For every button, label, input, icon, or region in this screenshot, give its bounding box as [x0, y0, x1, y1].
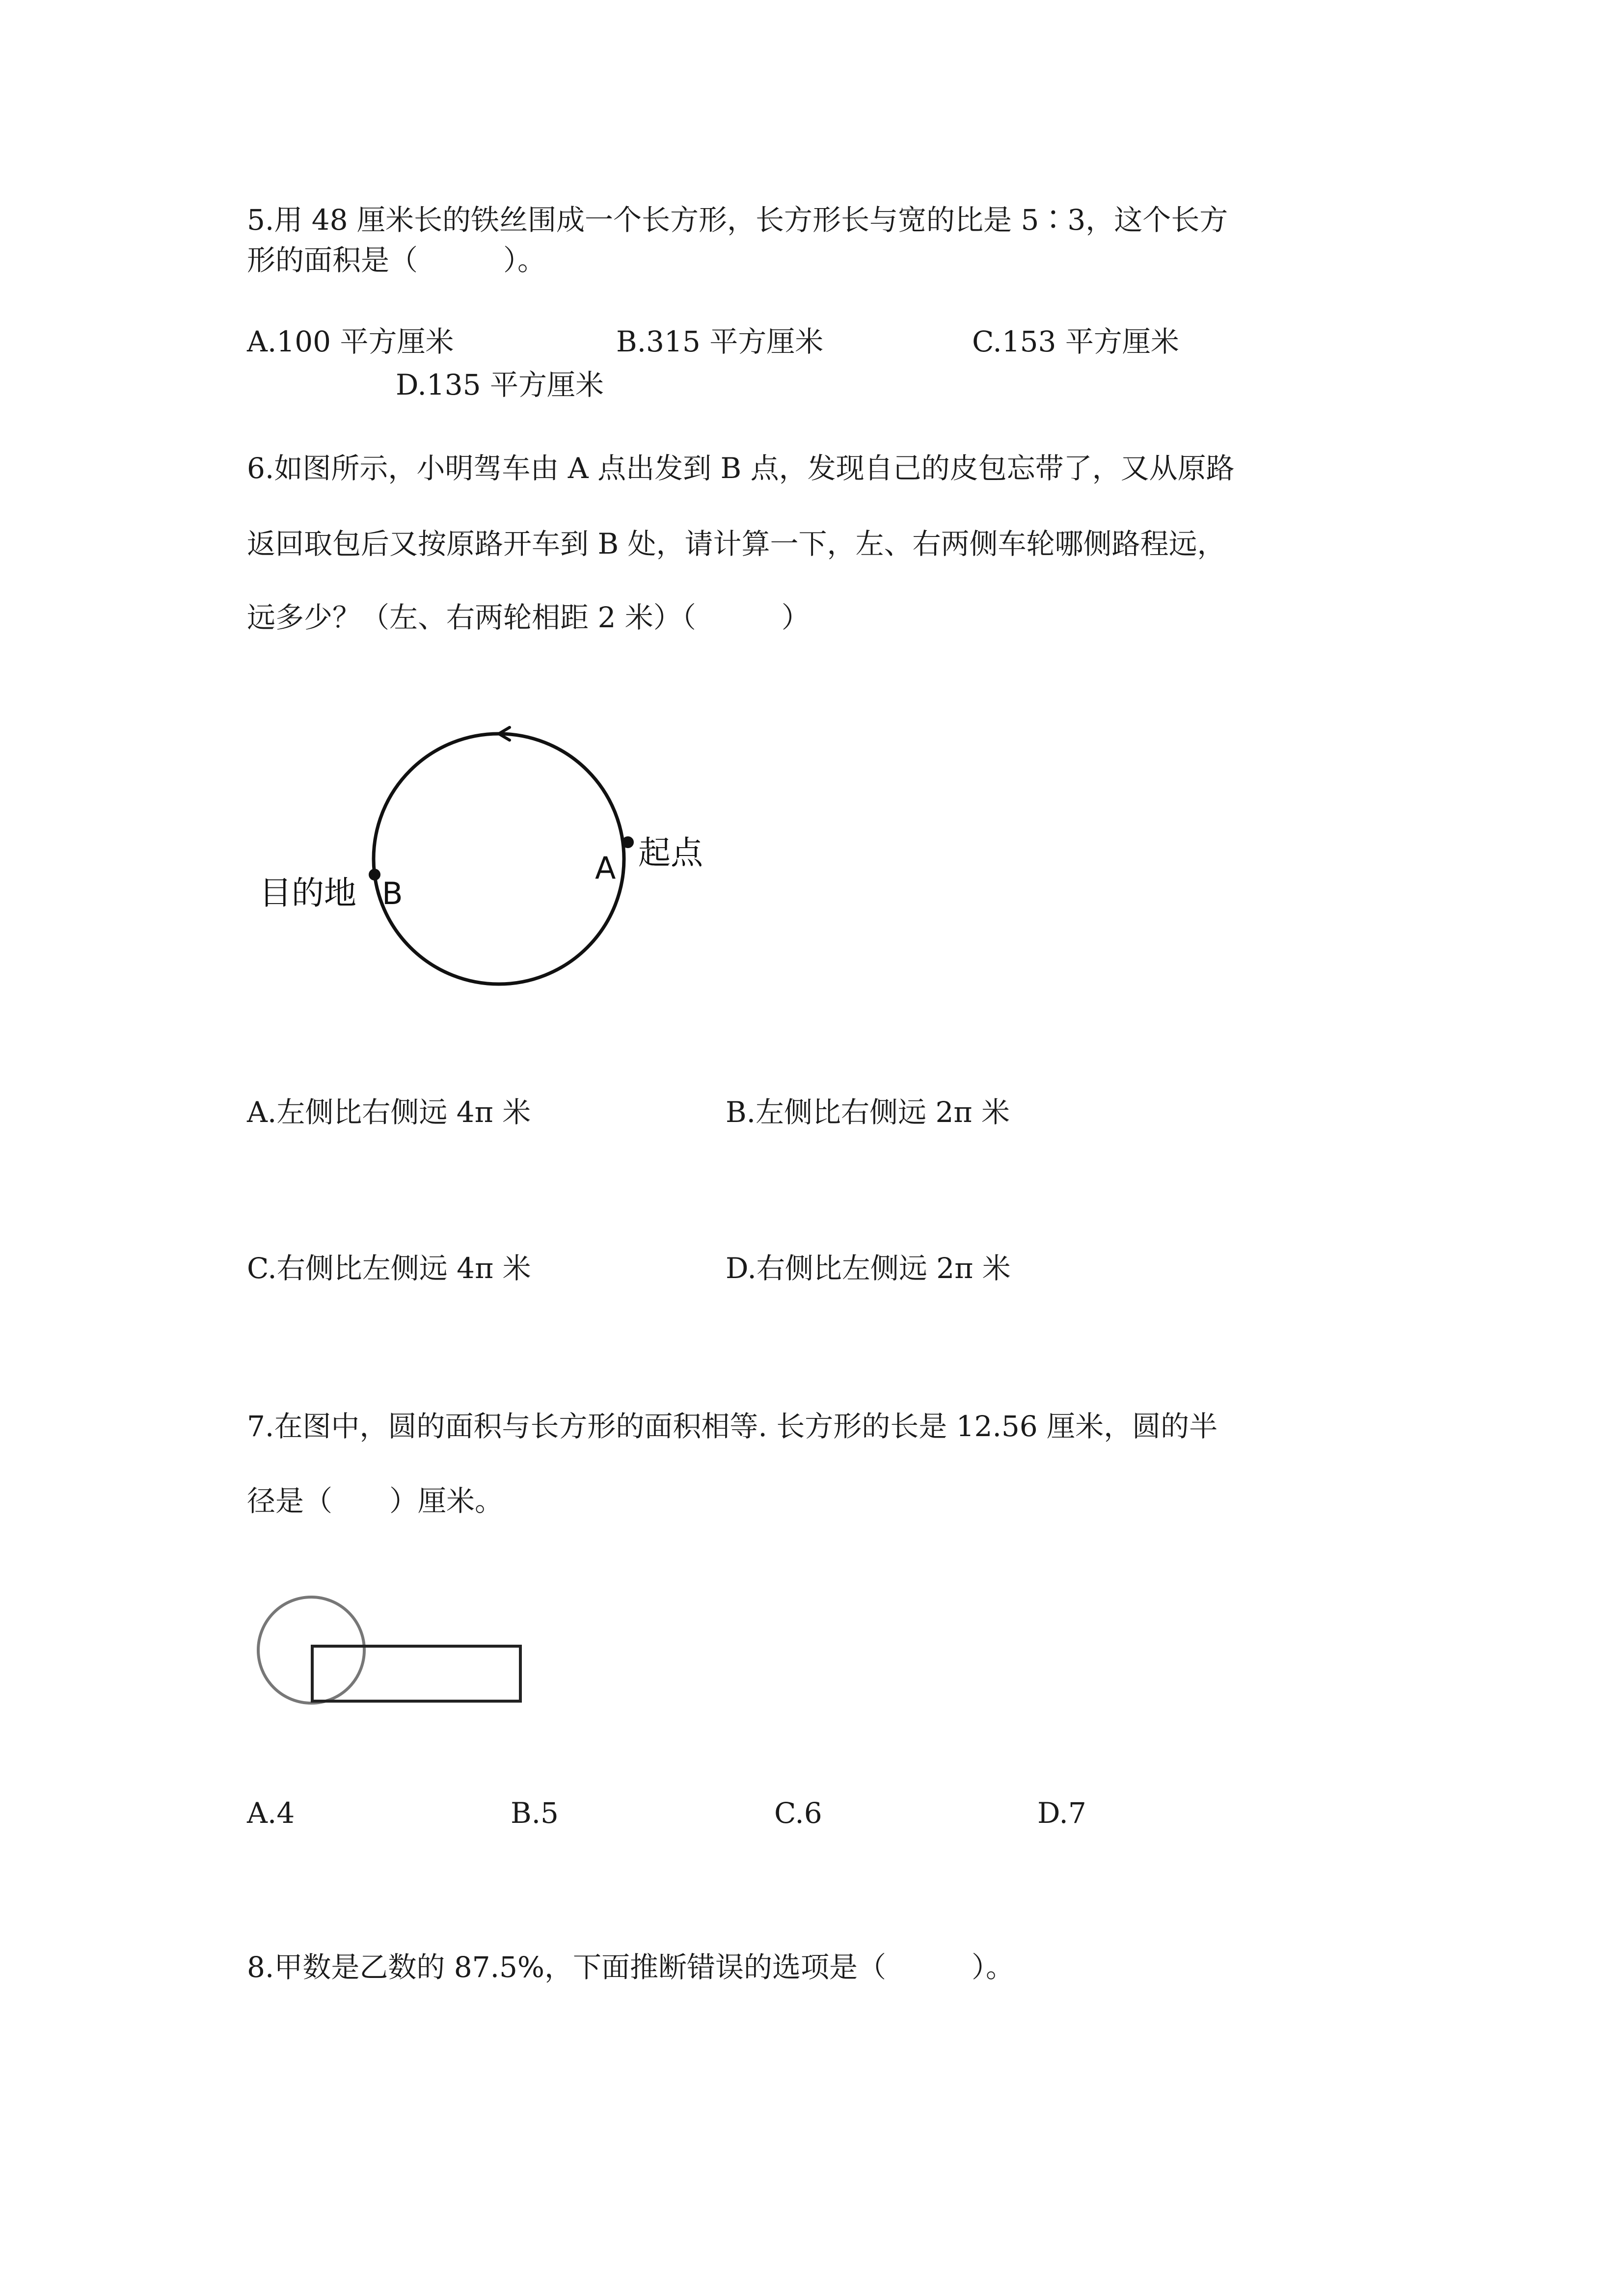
q7-option-a[interactable]: A.4: [247, 1796, 295, 1830]
point-b-dot: [369, 869, 380, 881]
q6-stem-line1: 6.如图所示，小明驾车由 A 点出发到 B 点，发现自己的皮包忘带了，又从原路: [247, 452, 1235, 485]
point-a-label: A: [595, 850, 616, 886]
q5-stem-line1: 5.用 48 厘米长的铁丝围成一个长方形，长方形长与宽的比是 5∶3，这个长方: [247, 203, 1228, 237]
q5-option-c[interactable]: C.153 平方厘米: [972, 325, 1179, 358]
q5-stem-line2: 形的面积是（ ）。: [247, 243, 546, 277]
q5-option-a[interactable]: A.100 平方厘米: [247, 325, 454, 358]
route-circle: [374, 734, 624, 984]
q6-option-b[interactable]: B.左侧比右侧远 2π 米: [726, 1095, 1010, 1129]
q6-option-d[interactable]: D.右侧比左侧远 2π 米: [726, 1252, 1011, 1285]
destination-label: 目的地: [259, 874, 356, 912]
q6-circle-figure: [250, 717, 761, 1011]
point-a-dot: [622, 836, 634, 848]
q7-stem-line1: 7.在图中，圆的面积与长方形的面积相等. 长方形的长是 12.56 厘米，圆的半: [247, 1410, 1218, 1443]
q5-option-d[interactable]: D.135 平方厘米: [396, 368, 604, 401]
q6-stem-line3: 远多少？（左、右两轮相距 2 米）（ ）: [247, 601, 810, 634]
q8-stem-line1: 8.甲数是乙数的 87.5%，下面推断错误的选项是（ ）。: [247, 1950, 1015, 1984]
q5-option-b[interactable]: B.315 平方厘米: [616, 325, 824, 358]
q6-option-c[interactable]: C.右侧比左侧远 4π 米: [247, 1252, 531, 1285]
start-label: 起点: [638, 834, 703, 872]
q7-option-b[interactable]: B.5: [511, 1796, 559, 1830]
point-b-label: B: [382, 876, 403, 911]
q6-option-a[interactable]: A.左侧比右侧远 4π 米: [247, 1095, 531, 1129]
q7-option-c[interactable]: C.6: [774, 1796, 822, 1830]
q7-option-d[interactable]: D.7: [1037, 1796, 1086, 1830]
q7-stem-line2: 径是（ ）厘米。: [247, 1484, 504, 1518]
q6-stem-line2: 返回取包后又按原路开车到 B 处，请计算一下，左、右两侧车轮哪侧路程远，: [247, 527, 1226, 561]
q7-circle-rectangle-figure: [250, 1595, 525, 1713]
